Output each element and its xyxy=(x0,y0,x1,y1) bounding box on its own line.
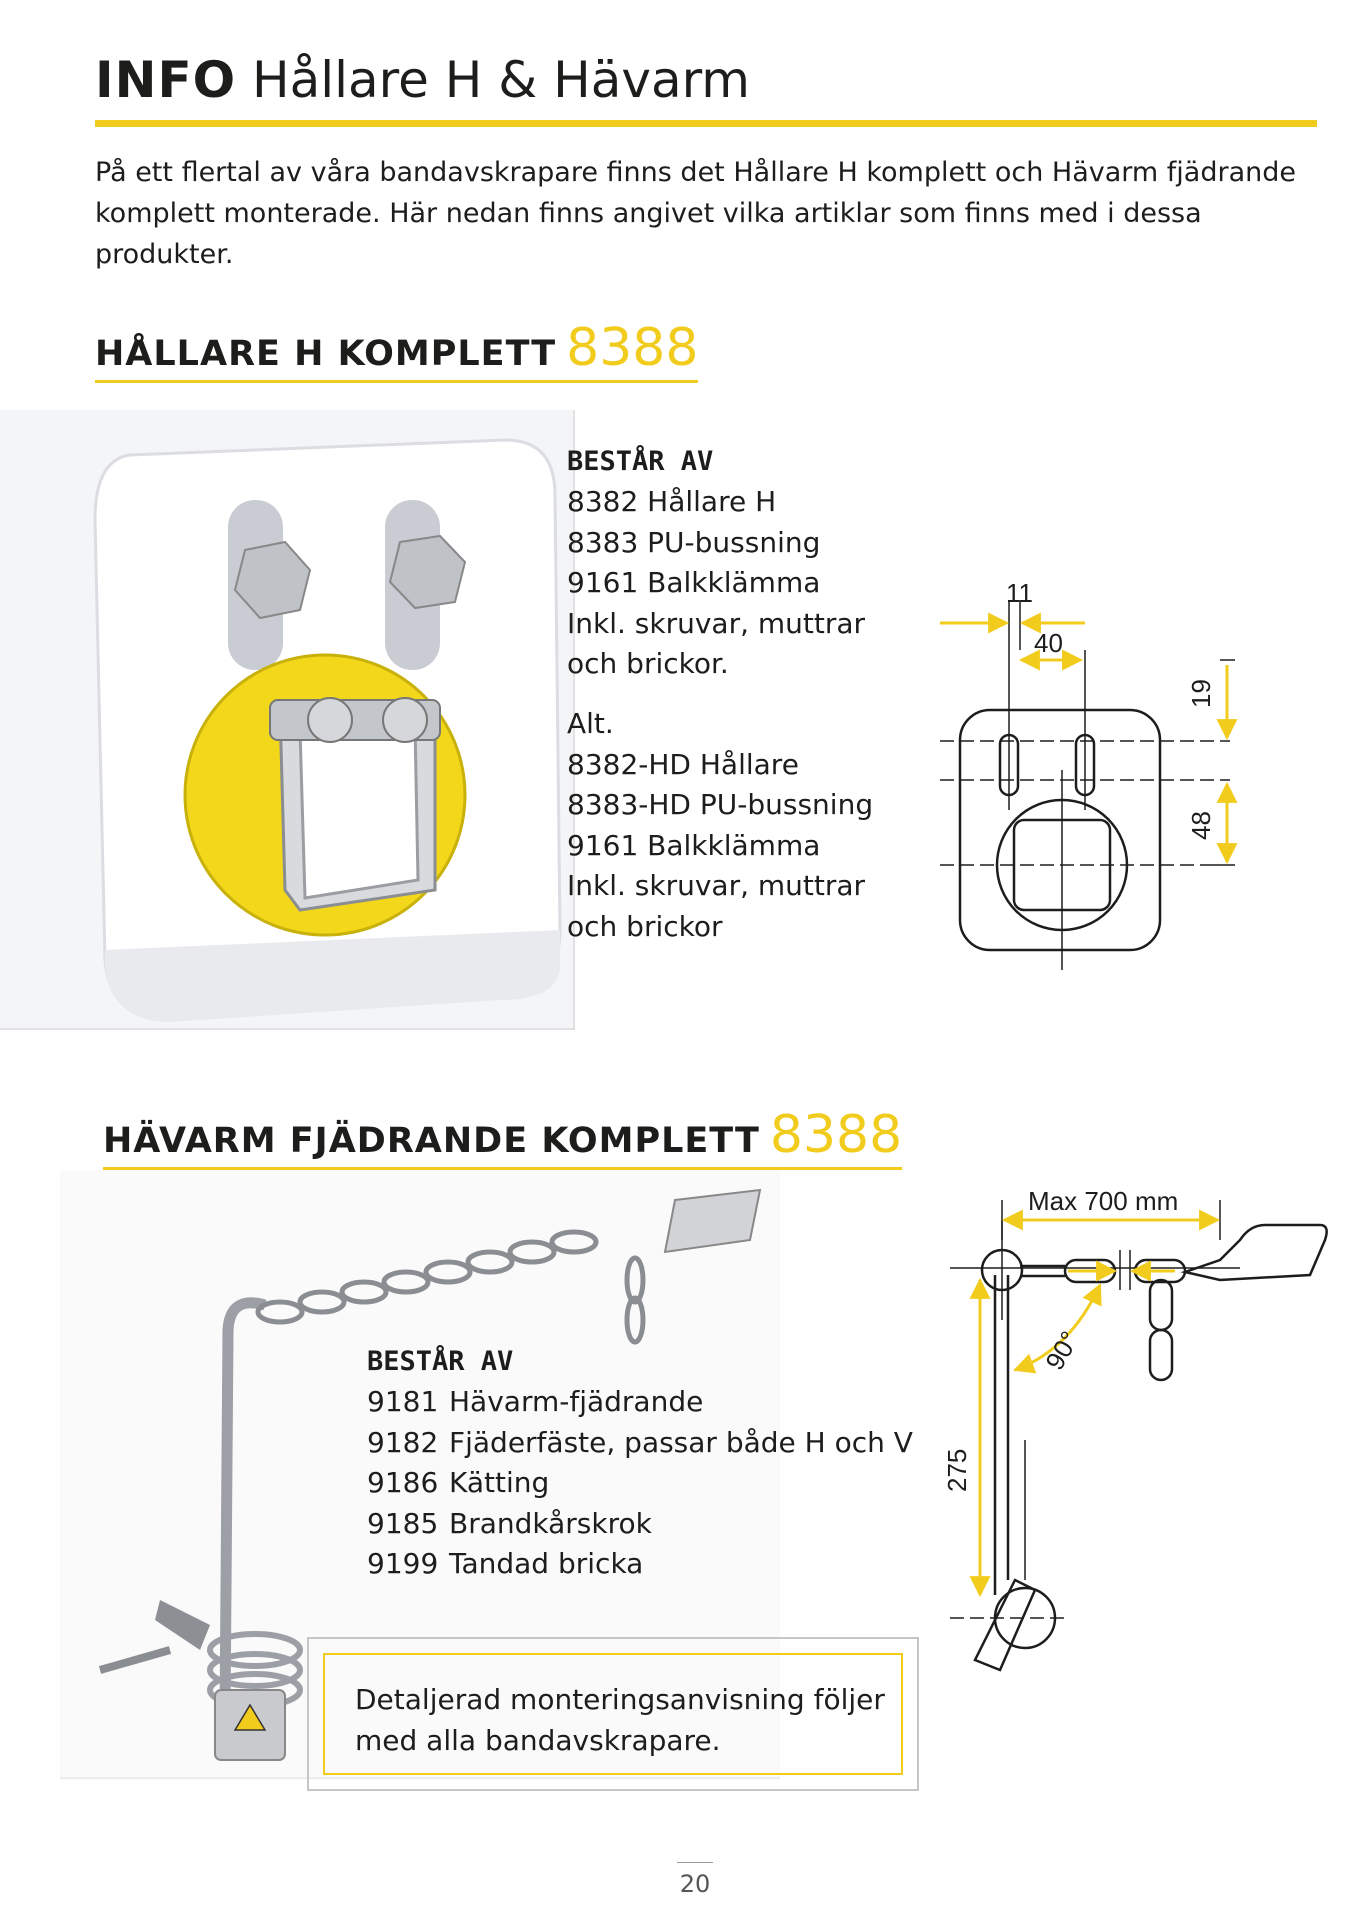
list-item: och brickor xyxy=(567,909,723,943)
list-item: 9161 Balkklämma xyxy=(567,566,821,599)
list-item: 8383-HD PU-bussning xyxy=(567,788,874,821)
lever-arm-drawing xyxy=(920,1180,1350,1710)
list-title: BESTÅR AV xyxy=(567,446,714,477)
holder-h-drawing xyxy=(930,520,1260,980)
holder-h-photo xyxy=(0,410,575,1030)
list-item: Alt. xyxy=(567,707,614,740)
section1-contents xyxy=(567,442,865,685)
mounting-note-box xyxy=(307,1637,919,1791)
page-number: 20 xyxy=(679,1870,711,1898)
title-underline xyxy=(95,120,1317,127)
page-title: INFO Hållare H & Hävarm xyxy=(95,51,751,109)
dim-19: 19 xyxy=(1186,679,1216,708)
mounting-note: Detaljerad monteringsanvisning följer med alla bandavskrapare. xyxy=(355,1683,885,1757)
dim-11: 11 xyxy=(1006,578,1033,608)
section2-contents xyxy=(367,1342,913,1585)
section2-article-number: 8388 xyxy=(769,1105,903,1165)
list-item: 9181 Hävarm-fjädrande xyxy=(367,1385,704,1418)
list-item: 9199 Tandad bricka xyxy=(367,1547,644,1580)
list-item: Inkl. skruvar, muttrar xyxy=(567,869,866,902)
list-item: 9185 Brandkårskrok xyxy=(367,1506,652,1540)
page-number-rule xyxy=(677,1862,713,1863)
section2-heading: HÄVARM FJÄDRANDE KOMPLETT 8388 xyxy=(103,1105,902,1170)
list-title: BESTÅR AV xyxy=(367,1346,514,1377)
list-item: 9161 Balkklämma xyxy=(567,828,821,862)
dim-angle: 90° xyxy=(1039,1325,1085,1375)
intro-text: På ett flertal av våra bandavskrapare finns det Hållare H komplett och Hävarm fjädrande komplett monterade. Här nedan finns angivet vilka artiklar som finns med i dessa produkter. xyxy=(95,157,1296,270)
list-item: 8383 PU-bussning xyxy=(567,525,821,559)
section1-heading: HÅLLARE H KOMPLETT 8388 xyxy=(95,318,698,383)
section1-alternative xyxy=(567,704,873,947)
list-item: Inkl. skruvar, muttrar xyxy=(567,606,866,640)
list-item: 9182 Fjäderfäste, passar både H och V xyxy=(367,1425,913,1459)
list-item: och brickor. xyxy=(567,647,729,680)
dim-max-length: Max 700 mm xyxy=(1028,1186,1179,1216)
list-item: 8382-HD Hållare xyxy=(567,747,799,781)
list-item: 8382 Hållare H xyxy=(567,485,777,518)
list-item: 9186 Kätting xyxy=(367,1466,550,1499)
dim-48: 48 xyxy=(1186,811,1216,840)
dim-40: 40 xyxy=(1034,628,1063,658)
dim-height: 275 xyxy=(942,1448,972,1492)
section1-article-number: 8388 xyxy=(566,318,699,378)
